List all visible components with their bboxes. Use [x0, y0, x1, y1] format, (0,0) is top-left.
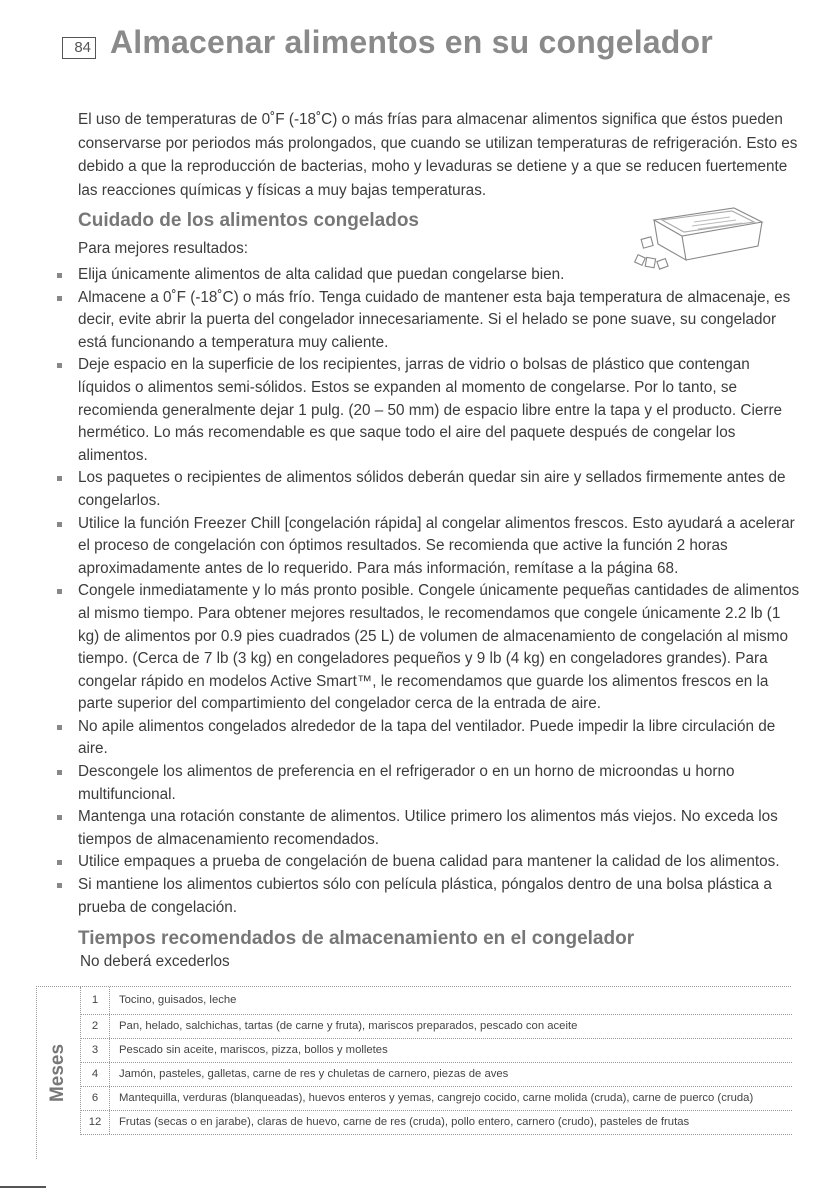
bullet-text: Elija únicamente alimentos de alta calidad que puedan congelarse bien.	[78, 266, 565, 283]
bullet-icon	[57, 815, 62, 820]
table-row	[81, 1063, 792, 1087]
bullet-icon	[57, 589, 62, 594]
storage-heading: Tiempos recomendados de almacenamiento en el congelador	[78, 928, 635, 949]
bullet-icon	[57, 273, 62, 278]
bullet-text: Deje espacio en la superficie de los recipientes, jarras de vidrio o bolsas de plástico que contengan líquidos o alimentos semi-sólidos. Estos se expanden al momento de congelarse. Por lo tanto, se recomienda generalmente dejar 1 pulg. (20 – 50 mm) de espacio libre entre la tapa y el producto. Cierre hermético. Lo más recomendable es que saque todo el aire del paquete después de congelar los alimentos.	[78, 356, 783, 464]
bullet-text: Los paquetes o recipientes de alimentos sólidos deberán quedar sin aire y sellados firmemente antes de congelarlos.	[78, 469, 786, 509]
list-item	[40, 874, 803, 919]
bullet-text: No apile alimentos congelados alrededor de la tapa del ventilador. Puede impedir la libre circulación de aire.	[78, 717, 776, 758]
bullet-text: Descongele los alimentos de preferencia en el refrigerador o en un horno de microondas u horno multifuncional.	[78, 763, 735, 803]
bullet-text: Utilice empaques a prueba de congelación de buena calidad para mantener la calidad de los alimentos.	[78, 853, 780, 871]
page-number-badge	[62, 37, 96, 59]
months-cell: 4	[81, 1063, 110, 1086]
months-axis-label	[37, 987, 80, 1159]
foods-cell: Frutas (secas o en jarabe), claras de huevo, carne de res (cruda), pollo entero, carnero (crudo), pasteles de frutas	[119, 1116, 690, 1128]
bullet-text: Utilice la función Freezer Chill [congelación rápida] al congelar alimentos frescos. Esto ayudará a acelerar el proceso de congelación con óptimos resultados. Se recomienda que active la función 2 horas aproximadamente antes de lo requerido. Para más información, remítase a la página 68.	[78, 514, 795, 577]
table-row	[81, 987, 792, 1015]
months-cell: 3	[81, 1039, 110, 1062]
bullet-text: Almacene a 0˚F (-18˚C) o más frío. Tenga cuidado de mantener esta baja temperatura de almacenaje, es decir, evite abrir la puerta del congelador innecesariamente. Si el helado se pone suave, su congelador está funcionando a temperatura muy caliente.	[78, 288, 791, 351]
foods-cell: Mantequilla, verduras (blanqueadas), huevos enteros y yemas, cangrejo cocido, carne molida (cruda), carne de puerco (cruda)	[119, 1092, 754, 1104]
bullet-icon	[57, 770, 62, 775]
footer-rule	[0, 1186, 46, 1188]
list-item	[40, 761, 803, 806]
bullet-icon	[57, 883, 62, 888]
list-item	[40, 716, 803, 761]
foods-cell: Pan, helado, salchichas, tartas (de carne y fruta), mariscos preparados, pescado con aceite	[119, 1020, 578, 1032]
months-cell: 2	[81, 1015, 110, 1038]
bullet-icon	[57, 476, 62, 481]
list-item	[40, 287, 803, 355]
bullet-icon	[57, 860, 62, 865]
list-item	[40, 354, 803, 467]
storage-times-table	[36, 986, 791, 1159]
list-item	[40, 513, 803, 581]
bullet-icon	[57, 363, 62, 368]
page-number: 84	[74, 39, 91, 56]
table-row	[81, 1039, 792, 1063]
foods-cell: Tocino, guisados, leche	[119, 994, 237, 1006]
months-cell: 1	[81, 987, 110, 1014]
list-item	[40, 806, 803, 851]
months-label-text: Meses	[47, 1043, 69, 1103]
bullet-text: Si mantiene los alimentos cubiertos sólo con película plástica, póngalos dentro de una bolsa plástica a prueba de congelación.	[78, 876, 772, 916]
bullet-icon	[57, 296, 62, 301]
bullet-text: Congele inmediatamente y lo más pronto posible. Congele únicamente pequeñas cantidades de alimentos al mismo tiempo. Para obtener mejores resultados, le recomendamos que congele únicamente 2.2 lb (1 kg) de alimentos por 0.9 pies cuadrados (25 L) de volumen de almacenamiento de congelación al mismo tiempo. (Cerca de 7 lb (3 kg) en congeladores pequeños y 9 lb (4 kg) en congeladores grandes). Para congelar rápido en modelos Active Smart™, le recomendamos que guarde los alimentos frescos en la parte superior del compartimiento del congelador cerca de la entrada de aire.	[78, 582, 800, 713]
care-lead: Para mejores resultados:	[78, 240, 249, 257]
table-row	[81, 1087, 792, 1111]
months-cell: 6	[81, 1087, 110, 1110]
bullet-icon	[57, 725, 62, 730]
bullet-icon	[57, 522, 62, 527]
intro-paragraph: El uso de temperaturas de 0˚F (-18˚C) o más frías para almacenar alimentos significa que éstos pueden conservarse por periodos más prolongados, que cuando se utilizan temperaturas de refrigeración. Esto es debido a que la reproducción de bacterias, moho y levaduras se detiene y a que se reducen fuertemente las reacciones químicas y físicas a muy bajas temperaturas.	[78, 111, 798, 199]
list-item	[40, 467, 803, 512]
care-bullet-list	[40, 264, 803, 919]
list-item	[40, 264, 803, 287]
care-heading: Cuidado de los alimentos congelados	[78, 210, 419, 231]
table-row	[81, 1111, 792, 1135]
months-cell: 12	[81, 1111, 110, 1134]
bullet-text: Mantenga una rotación constante de alimentos. Utilice primero los alimentos más viejos. No exceda los tiempos de almacenamiento recomendados.	[78, 808, 778, 848]
storage-subheading: No deberá excederlos	[80, 953, 230, 970]
foods-cell: Pescado sin aceite, mariscos, pizza, bollos y molletes	[119, 1044, 388, 1056]
table-row	[81, 1015, 792, 1039]
page-title: Almacenar alimentos en su congelador	[110, 24, 713, 60]
storage-rows	[80, 987, 792, 1135]
list-item	[40, 580, 803, 716]
list-item	[40, 851, 803, 874]
foods-cell: Jamón, pasteles, galletas, carne de res y chuletas de carnero, piezas de aves	[119, 1068, 509, 1080]
